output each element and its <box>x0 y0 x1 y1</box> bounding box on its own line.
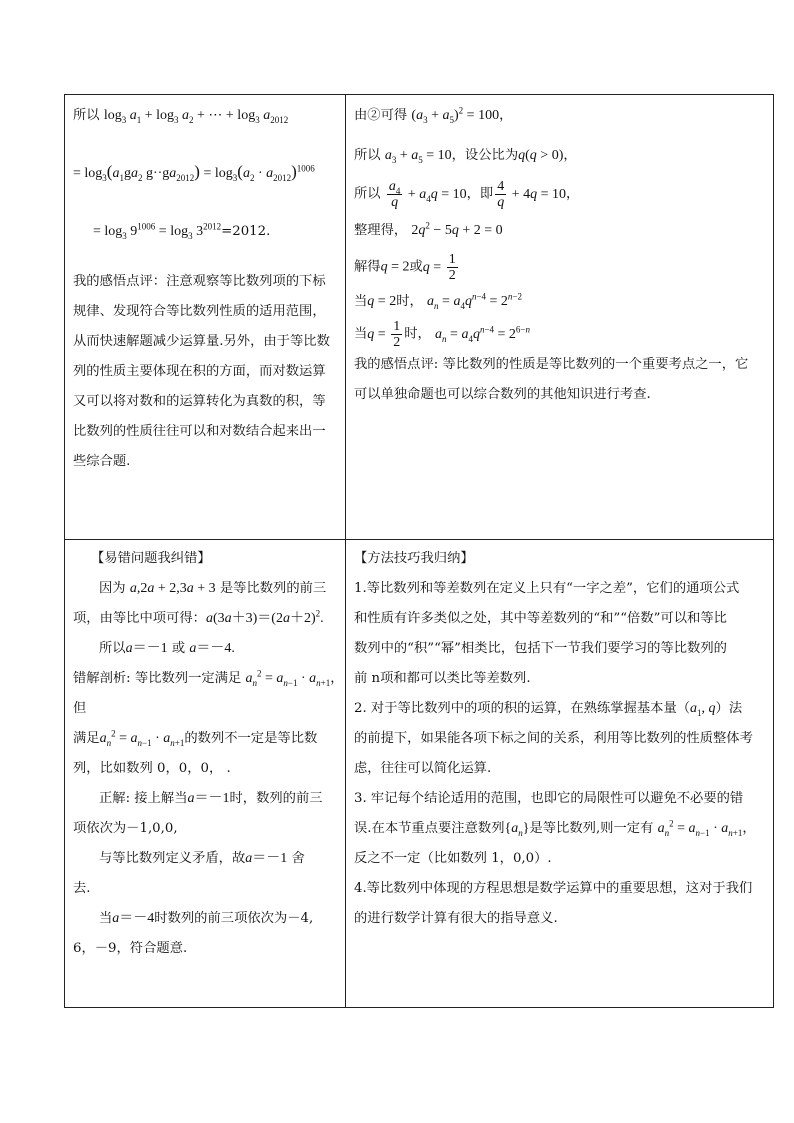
intro-text: 所以 <box>73 108 100 123</box>
line-case-q-half: 当q = $\frac{1}{2}$ 时， $a_n = a_4q^{n-4} = 2^{6-n}$ <box>354 319 530 350</box>
formula-quadratic: $2q^2 - 5q + 2 = 0$ <box>411 220 503 238</box>
line-quadratic: 整理得， $2q^2 - 5q + 2 = 0$ <box>354 220 503 238</box>
text-line: 4.等比数列中体现的方程思想是数学运算中的重要思想，这对于我们 <box>354 881 753 896</box>
line-basic-quantity: 2. 对于等比数列中的项的积的运算，在熟练掌握基本量（$a_1$, q）法 <box>354 701 743 718</box>
section-heading-methods: 【方法技巧我归纳】 <box>354 551 474 566</box>
comment-line: 可以单独命题也可以综合数列的其他知识进行考查. <box>354 387 651 402</box>
formula-fraction-eq: $\frac{a_4}{q}$ + $a_4q = 10$ <box>388 179 467 210</box>
formula-log-product: = $\log_3(a_1ga_2$ $g\cdot\cdot ga_{2012}) = \log_3(a_2 \cdot a_{2012})^{1006}$ <box>73 162 315 183</box>
line-geometric-mean: 项，由等比中项可得：$a(3a+3)=(2a+2)^2$. <box>73 608 324 626</box>
formula-an-q2: $a_n = a_4q^{n-4} = 2^{n-2}$ <box>427 291 522 311</box>
content-table <box>64 94 774 1008</box>
cell-ratio-solution <box>346 95 775 539</box>
comment-line: 从而快速解题减少运算量.另外，由于等比数 <box>73 334 330 349</box>
line-not-necessarily: 满足$a_n^2 = a_{n-1} \cdot a_{n+1}$的数列不一定是等比数 <box>73 728 318 748</box>
line-given: 因为 a,2a + 2,3a + 3 是等比数列的前三 <box>99 581 327 596</box>
text-line: 3. 牢记每个结论适用的范围，也即它的局限性可以避免不必要的错 <box>354 791 744 806</box>
line-sum-10: 所以 $a_3 + a_5 = 10$，设公比为q(q > 0)， <box>354 148 577 165</box>
log-product-line <box>73 157 339 189</box>
text-line: 1.等比数列和等差数列在定义上只有“一字之差”，它们的通项公式 <box>354 581 740 596</box>
line-contradiction: 与等比数列定义矛盾，故a＝－1 舍 <box>99 851 305 866</box>
line-a-minus-4: 当a＝－4时数列的前三项依次为－4, <box>99 911 314 926</box>
formula-log-result: = $\log_3 9^{1006} = \log_3 3^{2012}$ <box>93 221 222 241</box>
line-sequence-condition: 误.在本节重点要注意数列$\{a_n\}$是等比数列,则一定有 $a_n^2 = a_{n-1} \cdot a_{n+1}$， <box>354 818 756 838</box>
comment-line: 比数列的性质往往可以和对数结合起来出一 <box>73 424 326 439</box>
comment-line: 些综合题. <box>73 454 131 469</box>
comment-line: 又可以将对数和的运算转化为真数的积，等 <box>73 394 326 409</box>
text-line: 前 n项和都可以类比等差数列. <box>354 671 531 686</box>
cell-method-summary <box>346 540 775 1009</box>
comment-block-left <box>73 267 339 477</box>
line-fraction-eq: 所以 $\frac{a_4}{q}$ + $a_4q = 10$，即 $\frac{4}{q}$ + 4q = 10， <box>354 179 580 210</box>
cell-log-solution <box>65 95 345 539</box>
text-line: 的进行数学计算有很大的指导意义. <box>354 911 558 926</box>
text-line: 但 <box>73 701 87 716</box>
line-case-q2: 当q = 2时， $a_n = a_4q^{n-4} = 2^{n-2}$ <box>354 291 522 311</box>
line-a-values: 所以a＝－1 或 a＝－4. <box>99 641 235 656</box>
text-line: 6，－9，符合题意. <box>73 941 188 956</box>
comment-line: 列的性质主要体现在积的方面，而对数运算 <box>73 364 326 379</box>
comment-line: 规律、发现符合等比数列性质的适用范围， <box>73 304 326 319</box>
line-error-analysis: 错解剖析: 等比数列一定满足 $a_n^2 = a_{n-1} \cdot a_{n+1}$， <box>73 668 344 688</box>
text-line: 的前提下，如果能各项下标之间的关系，利用等比数列的性质整体考 <box>354 731 753 746</box>
line-from-2: 由②可得 $(a_3 + a_5)^2 = 100$， <box>354 105 513 125</box>
text-line: 和性质有许多类似之处，其中等差数列的“和”“倍数”可以和等比 <box>354 611 727 626</box>
text-line: 去. <box>73 881 91 896</box>
formula-an-q-half: $a_n = a_4q^{n-4} = 2^{6-n}$ <box>435 324 530 344</box>
result-value: =2012. <box>221 224 271 239</box>
comment-line: 我的感悟点评：注意观察等比数列项的下标 <box>73 274 326 289</box>
line-solution-q: 解得q = 2或q = $\frac{1}{2}$ <box>354 252 456 283</box>
cell-error-correction <box>65 540 345 1009</box>
text-line: 数列中的“积”“幂”相类比，包括下一节我们要学习的等比数列的 <box>354 641 727 656</box>
formula-sum-squared: $(a_3 + a_5)^2 = 100$ <box>411 105 500 125</box>
comment-line: 我的感悟点评: 等比数列的性质是等比数列的一个重要考点之一，它 <box>354 357 749 372</box>
log-sum-line <box>73 101 339 131</box>
comment-block-right <box>354 350 769 410</box>
formula-log-sum: $\log_3 a_1 + \log_3 a_2$ + ⋯ + $\log_3 a_{2012}$ <box>103 108 289 125</box>
line-correct-solution: 正解: 接上解当a＝－1时，数列的前三 <box>99 791 323 806</box>
text-line: 列，比如数列 0，0，0， . <box>73 761 231 776</box>
text-line: 反之不一定（比如数列 1，0,0）. <box>354 851 552 866</box>
text-line: 虑，往往可以简化运算. <box>354 761 492 776</box>
log-result-line <box>73 217 339 247</box>
section-heading-errors: 【易错问题我纠错】 <box>91 551 211 566</box>
text-line: 项依次为－1,0,0, <box>73 821 178 836</box>
